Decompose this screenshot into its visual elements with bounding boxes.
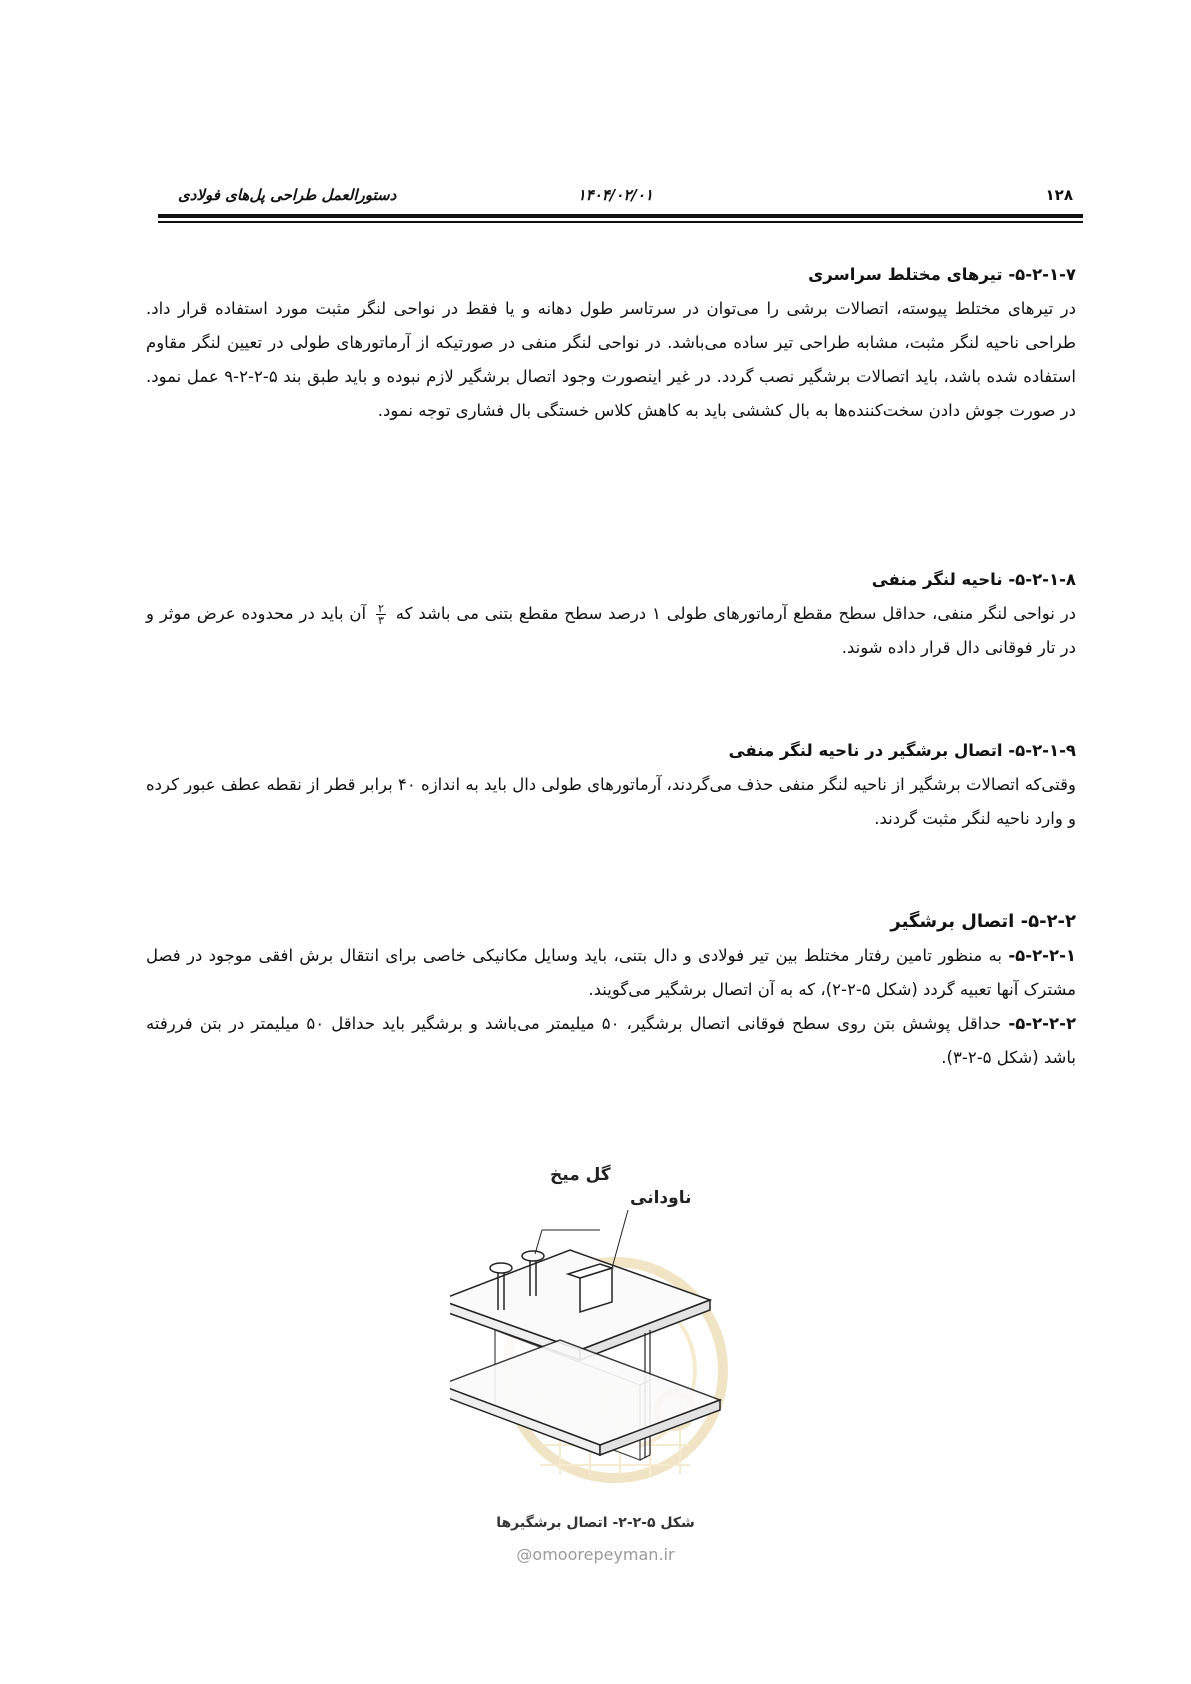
watermark-url: @omoorepeyman.ir xyxy=(516,1545,675,1564)
section-body: در تیرهای مختلط پیوسته، اتصالات برشی را می‌توان در سرتاسر طول دهانه و یا فقط در نواحی لنگر مثبت مورد استفاده قرار داد. طراحی ناحیه لنگر مثبت، مشابه طراحی تیر ساده می‌باشد. در نواحی لنگر منفی در صورتیکه از آرماتورهای طولی در تعیین لنگر مقاوم استفاده شده باشد، باید اتصالات برشگیر نصب گردد. در غیر اینصورت وجود اتصال برشگیر لازم نبوده و باید طبق بند ۵-۲-۲-۹ عمل نمود. در صورت جوش دادن سخت‌کننده‌ها به بال کششی باید به کاهش کلاس خستگی بال فشاری توجه نمود. xyxy=(146,299,1076,420)
section-heading: ۵-۲-۱-۹- اتصال برشگیر در ناحیه لنگر منفی xyxy=(728,741,1076,760)
page-number: ۱۲۸ xyxy=(1045,186,1073,204)
paragraph-text: به منظور تامین رفتار مختلط بین تیر فولادی و دال بتنی، باید وسایل مکانیکی خاصی برای انتقال برش افقی موجود در فصل مشترک آنها تعبیه گردد (شکل ۵-۲-۲)، که به آن اتصال برشگیر می‌گویند. xyxy=(146,946,1076,999)
paragraph-number: ۵-۲-۲-۲- xyxy=(1008,1014,1077,1033)
fraction-numerator: ۲ xyxy=(377,602,384,615)
body-text-part1: در نواحی لنگر منفی، حداقل سطح مقطع آرماتورهای طولی ۱ درصد سطح مقطع بتنی می باشد که xyxy=(395,604,1077,623)
paragraph-number: ۵-۲-۲-۱- xyxy=(1008,946,1076,965)
figure-caption: شکل ۵-۲-۲- اتصال برشگیرها xyxy=(496,1515,695,1531)
section-body: وقتی‌که اتصالات برشگیر از ناحیه لنگر منفی حذف می‌گردند، آرماتورهای طولی دال باید به اندازه ۴۰ برابر قطر از نقطه عطف عبور کرده و وارد ناحیه لنگر مثبت گردند. xyxy=(146,775,1076,828)
channel-label: ناودانی xyxy=(630,1188,692,1208)
header-rule-thin xyxy=(158,221,1083,223)
shear-connector-figure xyxy=(450,1165,770,1510)
section-5-2-1-7 xyxy=(146,258,1076,428)
section-heading: ۵-۲-۱-۸- ناحیه لنگر منفی xyxy=(871,570,1076,589)
section-heading: ۵-۲-۱-۷- تیرهای مختلط سراسری xyxy=(808,265,1076,284)
paragraph-5-2-2-1 xyxy=(146,939,1076,1007)
header-rule-thick xyxy=(158,214,1083,218)
page-header xyxy=(158,186,1083,208)
section-5-2-2 xyxy=(146,905,1076,1075)
header-date: ۱۴۰۴/۰۲/۰۱ xyxy=(577,186,653,204)
section-heading: ۵-۲-۲- اتصال برشگیر xyxy=(890,911,1076,932)
body-text-part2: آن باید در محدوده عرض موثر و در تار فوقانی دال قرار داده شوند. xyxy=(146,604,1076,657)
paragraph-text: حداقل پوشش بتن روی سطح فوقانی اتصال برشگیر، ۵۰ میلیمتر می‌باشد و برشگیر باید حداقل ۵۰ میلیمتر در بتن فررفته باشد (شکل ۵-۲-۳). xyxy=(146,1014,1076,1067)
section-5-2-1-9 xyxy=(146,734,1076,836)
section-5-2-1-8 xyxy=(146,563,1076,665)
section-body xyxy=(146,597,1076,665)
header-title: دستورالعمل طراحی پل‌های فولادی xyxy=(178,186,397,204)
paragraph-5-2-2-2 xyxy=(146,1007,1076,1075)
fraction-two-thirds xyxy=(376,603,386,626)
figure-drawing xyxy=(450,1210,770,1510)
stud-label: گل میخ xyxy=(550,1165,611,1185)
fraction-denominator: ۳ xyxy=(377,614,384,627)
